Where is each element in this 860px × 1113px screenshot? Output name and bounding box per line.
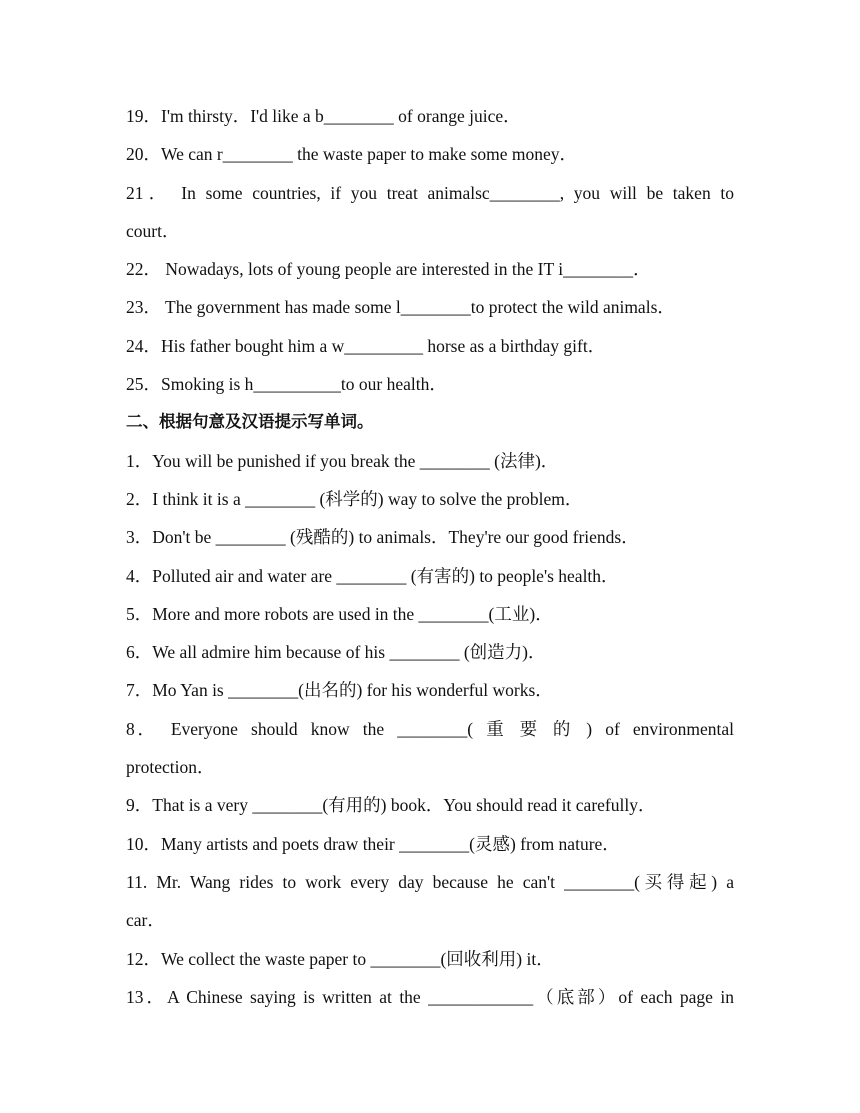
question-21-continued: court． — [126, 220, 180, 241]
question-24: 24．His father bought him a w_________ horse as a birthday gift． — [126, 335, 606, 356]
question-3: 3．Don't be ________ (残酷的) to animals．They're our good friends． — [126, 527, 639, 548]
question-25: 25．Smoking is h__________to our health． — [126, 374, 447, 395]
worksheet-page — [126, 97, 734, 1016]
question-23: 23． The government has made some l________to protect the wild animals． — [126, 297, 675, 318]
question-11-continued: car． — [126, 910, 165, 931]
question-9: 9．That is a very ________(有用的) book．You should read it carefully． — [126, 795, 656, 816]
question-4: 4．Polluted air and water are ________ (有害的) to people's health． — [126, 565, 619, 586]
question-5: 5．More and more robots are used in the ________(工业)． — [126, 603, 553, 624]
question-11: 11. Mr. Wang rides to work every day because he can't ________(买得起) a — [126, 871, 734, 892]
question-21: 21． In some countries, if you treat animalsc________, you will be taken to — [126, 182, 734, 203]
question-13: 13．A Chinese saying is written at the ____________（底部）of each page in — [126, 986, 734, 1007]
question-10: 10．Many artists and poets draw their ________(灵感) from nature． — [126, 833, 620, 854]
question-8-continued: protection． — [126, 757, 215, 778]
question-8: 8． Everyone should know the ________( 重 要 的 ) of environmental — [126, 718, 734, 739]
question-1: 1．You will be punished if you break the ________ (法律)． — [126, 450, 559, 471]
question-20: 20．We can r________ the waste paper to make some money． — [126, 144, 578, 165]
question-6: 6．We all admire him because of his ________ (创造力)． — [126, 642, 546, 663]
section-heading: 二、根据句意及汉语提示写单词。 — [126, 412, 374, 432]
question-12: 12．We collect the waste paper to ________(回收利用) it． — [126, 948, 554, 969]
question-22: 22． Nowadays, lots of young people are interested in the IT i________． — [126, 259, 651, 280]
question-7: 7．Mo Yan is ________(出名的) for his wonderful works． — [126, 680, 553, 701]
question-19: 19．I'm thirsty．I'd like a b________ of orange juice． — [126, 106, 521, 126]
question-2: 2．I think it is a ________ (科学的) way to solve the problem． — [126, 488, 583, 509]
